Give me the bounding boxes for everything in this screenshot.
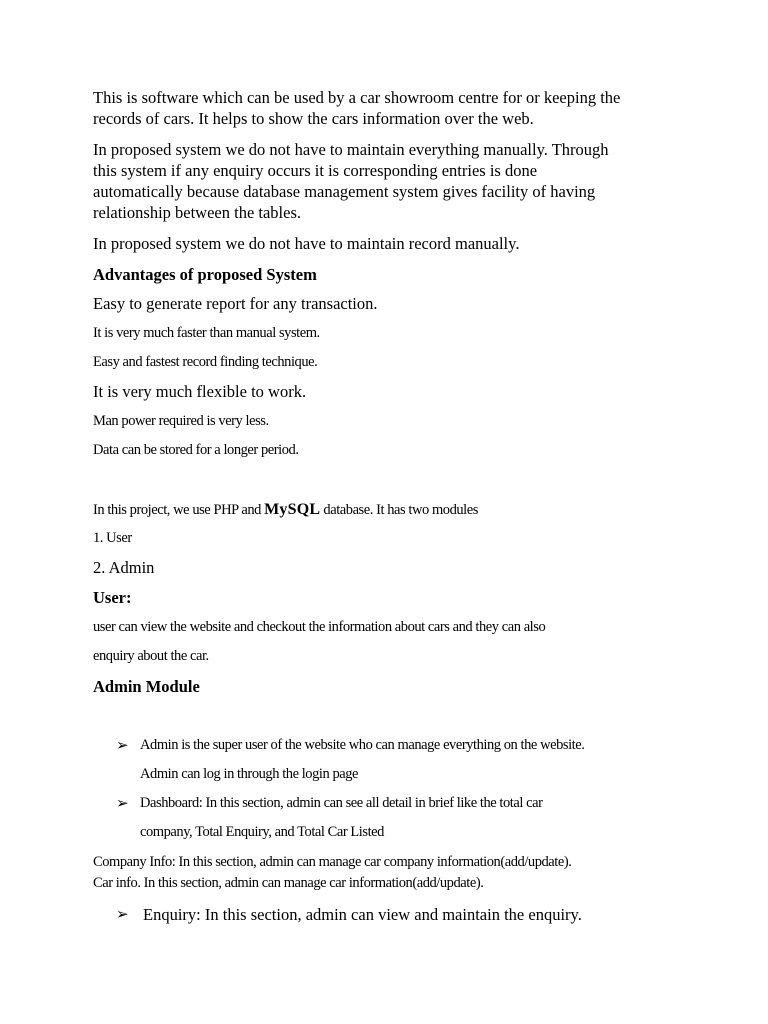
intro-paragraph-2-line-1: In proposed system we do not have to maintain everything manually. Through	[93, 140, 609, 159]
intro-paragraph-1-line-2: records of cars. It helps to show the cars information over the web.	[93, 109, 534, 128]
advantage-item: It is very much faster than manual system.	[93, 325, 320, 341]
intro-paragraph-2-line-4: relationship between the tables.	[93, 203, 302, 222]
intro-paragraph-1-line-1: This is software which can be used by a car showroom centre for or keeping the	[93, 88, 621, 107]
enquiry-bullet: Enquiry: In this section, admin can view and maintain the enquiry.	[143, 905, 582, 924]
admin-bullet-2-line-2: company, Total Enquiry, and Total Car Listed	[140, 824, 384, 840]
admin-bullet-1-line-2: Admin can log in through the login page	[140, 766, 359, 782]
arrow-bullet-icon: ➢	[116, 736, 129, 754]
module-item-admin: 2. Admin	[93, 558, 155, 577]
car-info-line: Car info. In this section, admin can manage car information(add/update).	[93, 875, 484, 891]
advantage-item: Easy and fastest record finding technique.	[93, 354, 318, 370]
advantages-heading: Advantages of proposed System	[93, 265, 317, 284]
admin-bullet-1-line-1: Admin is the super user of the website who can manage everything on the website.	[140, 737, 585, 753]
admin-module-heading: Admin Module	[93, 677, 200, 696]
advantage-item: Man power required is very less.	[93, 413, 269, 429]
advantage-item: Easy to generate report for any transaction.	[93, 294, 378, 313]
intro-paragraph-2-line-2: this system if any enquiry occurs it is corresponding entries is done	[93, 161, 538, 180]
intro-paragraph-2-line-3: automatically because database management system gives facility of having	[93, 182, 596, 201]
project-text-before: In this project, we use PHP and	[93, 502, 265, 518]
project-text-after: database. It has two modules	[320, 502, 478, 518]
mysql-label: MySQL	[264, 501, 321, 518]
module-item-user: 1. User	[93, 530, 132, 546]
user-heading: User:	[93, 588, 132, 607]
company-info-line: Company Info: In this section, admin can manage car company information(add/update).	[93, 854, 572, 870]
intro-paragraph-3: In proposed system we do not have to maintain record manually.	[93, 234, 520, 253]
project-description	[93, 499, 478, 521]
admin-bullet-2-line-1: Dashboard: In this section, admin can see all detail in brief like the total car	[140, 795, 543, 811]
advantage-item: It is very much flexible to work.	[93, 382, 307, 401]
advantage-item: Data can be stored for a longer period.	[93, 442, 299, 458]
user-description-line-2: enquiry about the car.	[93, 648, 209, 664]
arrow-bullet-icon: ➢	[116, 794, 129, 812]
arrow-bullet-icon: ➢	[116, 905, 129, 923]
user-description-line-1: user can view the website and checkout the information about cars and they can also	[93, 619, 546, 635]
